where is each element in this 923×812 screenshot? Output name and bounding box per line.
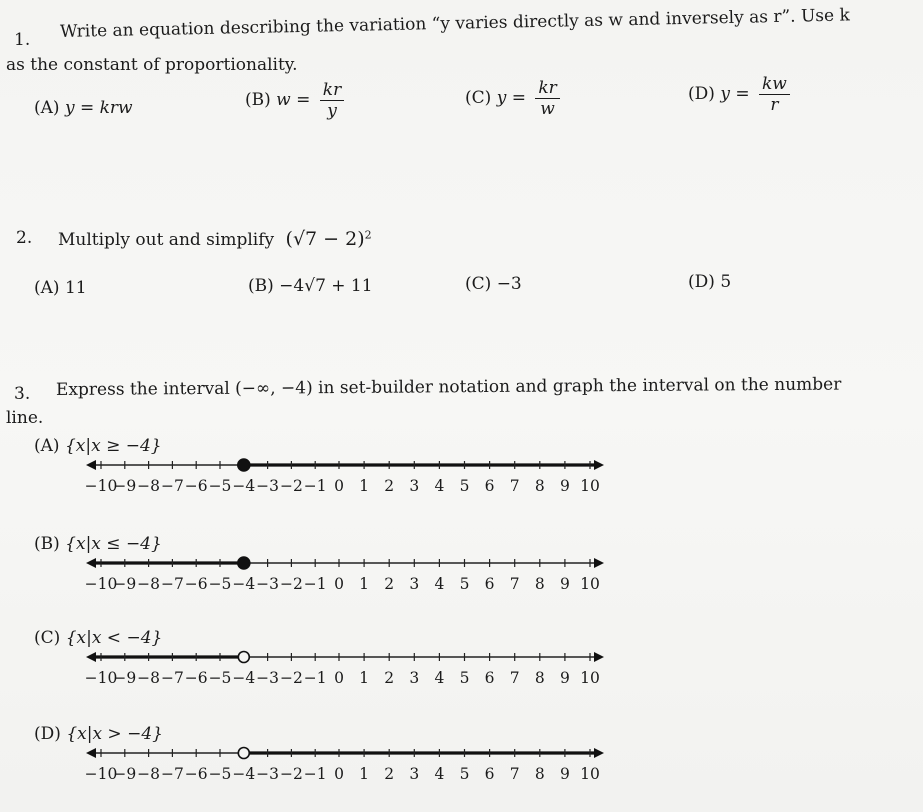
q3-option-c-tick-label: −2 — [279, 669, 303, 687]
q3-option-b-closed-dot-icon — [238, 557, 250, 569]
q1-option-d-denominator: r — [770, 95, 779, 115]
q2-option-d-label: (D) — [688, 272, 715, 292]
q2-stem: Multiply out and simplify — [58, 230, 275, 250]
q2-option-a[interactable] — [34, 278, 87, 298]
q2-stem-line — [58, 228, 372, 250]
q3-option-b-tick-label: 3 — [409, 575, 420, 593]
q1-option-c-lhs: y = — [496, 88, 526, 108]
q3-option-c-number-line — [0, 642, 923, 692]
q2-option-d-text: 5 — [720, 272, 732, 292]
q3-option-d-tick-label: −5 — [208, 765, 232, 783]
q1-option-a-expr: y = krw — [64, 98, 133, 118]
q3-option-b-tick-label: −7 — [160, 575, 184, 593]
q3-option-a-tick-label: −4 — [232, 477, 256, 495]
q3-option-d-tick-label: −3 — [256, 765, 280, 783]
q1-stem: Write an equation describing the variation “y varies directly as w and inversely as r”. Use k — [59, 5, 851, 42]
q3-option-a-tick-label: 4 — [434, 477, 445, 495]
q3-option-d-tick-label: 0 — [334, 765, 344, 783]
q3-option-a-tick-label: 0 — [334, 477, 344, 495]
q3-option-c-tick-label: −9 — [113, 669, 137, 687]
q2-option-b-label: (B) — [248, 276, 274, 296]
q3-option-c-tick-label: 0 — [334, 669, 344, 687]
q3-option-c-set: {x|x < −4} — [65, 628, 163, 648]
q3-option-a-left-arrow-icon — [86, 460, 96, 470]
q3-option-b-tick-label: 9 — [559, 575, 570, 593]
q3-option-b-tick-label: −4 — [232, 575, 256, 593]
q3-option-d-tick-label: −7 — [160, 765, 184, 783]
q1-option-d-label: (D) — [688, 84, 715, 104]
q3-option-a-tick-label: −10 — [84, 477, 118, 495]
q2-expression: (√7 − 2) — [285, 228, 365, 250]
q3-option-d-tick-label: −9 — [113, 765, 137, 783]
q1-option-b-label: (B) — [245, 90, 271, 110]
q3-stem: Express the interval (−∞, −4) in set-builder notation and graph the interval on the number — [55, 374, 842, 400]
q1-option-b[interactable] — [245, 80, 344, 121]
q3-option-d-tick-label: 4 — [434, 765, 445, 783]
q3-option-a-tick-label: 9 — [559, 477, 570, 495]
q3-option-d-tick-label: −4 — [232, 765, 256, 783]
q3-option-b-tick-label: −6 — [184, 575, 208, 593]
q3-option-d-tick-label: −10 — [84, 765, 118, 783]
q2-option-b-text: −4√7 + 11 — [279, 276, 373, 296]
q3-option-d-tick-label: −2 — [279, 765, 303, 783]
q3-stem-continued: line. — [6, 408, 44, 428]
q3-option-d-tick-label: −6 — [184, 765, 208, 783]
q3-option-b-tick-label: 1 — [359, 575, 370, 593]
q3-option-a-set: {x|x ≥ −4} — [64, 436, 162, 456]
q3-option-d-tick-label: 8 — [534, 765, 545, 783]
q1-number: 1. — [14, 30, 31, 50]
q3-option-b-tick-label: −3 — [256, 575, 280, 593]
q3-option-b-tick-label: −9 — [113, 575, 137, 593]
q3-option-d-tick-label: 9 — [559, 765, 570, 783]
q2-option-c-text: −3 — [496, 274, 522, 294]
q3-option-a-tick-label: 2 — [384, 477, 395, 495]
q3-option-c-tick-label: 4 — [434, 669, 445, 687]
q3-option-c-left-arrow-icon — [86, 652, 96, 662]
q3-option-d-tick-label: 2 — [384, 765, 395, 783]
q2-option-d[interactable] — [688, 272, 731, 292]
q3-option-a-tick-label: −6 — [184, 477, 208, 495]
q3-option-c-tick-label: −1 — [303, 669, 327, 687]
q3-option-d-tick-label: −8 — [137, 765, 161, 783]
q3-option-d-tick-label: 3 — [409, 765, 420, 783]
q1-option-a-label: (A) — [34, 98, 60, 118]
q3-option-b-tick-label: −8 — [137, 575, 161, 593]
q3-option-b-tick-label: 8 — [534, 575, 545, 593]
q2-option-a-text: 11 — [64, 278, 87, 298]
q2-option-c[interactable] — [465, 274, 522, 294]
q3-option-b-left-arrow-icon — [86, 558, 96, 568]
q3-option-b-tick-label: 5 — [459, 575, 470, 593]
q3-option-d-right-arrow-icon — [594, 748, 604, 758]
q3-option-a-tick-label: 10 — [580, 477, 600, 495]
q1-option-d-lhs: y = — [720, 84, 750, 104]
q3-option-a-tick-label: −2 — [279, 477, 303, 495]
q3-option-a-closed-dot-icon — [238, 459, 250, 471]
q3-option-b-label: (B) — [34, 534, 60, 554]
q3-option-c-tick-label: −3 — [256, 669, 280, 687]
q1-option-c[interactable] — [465, 78, 560, 119]
q1-option-c-label: (C) — [465, 88, 492, 108]
q3-option-b-tick-label: 7 — [509, 575, 520, 593]
q3-option-a-tick-label: 8 — [534, 477, 545, 495]
q1-option-d-fraction — [759, 74, 790, 115]
q3-option-d-tick-label: 5 — [459, 765, 470, 783]
q3-option-b-number-line — [0, 548, 923, 598]
q3-option-a-tick-label: −3 — [256, 477, 280, 495]
q3-option-b-right-arrow-icon — [594, 558, 604, 568]
q2-option-c-label: (C) — [465, 274, 492, 294]
q1-option-b-fraction — [320, 80, 344, 121]
q3-option-a-tick-label: 6 — [484, 477, 495, 495]
q1-option-c-numerator: kr — [535, 78, 559, 99]
q1-option-b-numerator: kr — [320, 80, 344, 101]
q3-option-b-tick-label: −1 — [303, 575, 327, 593]
q3-option-d-number-line — [0, 738, 923, 788]
q2-option-a-label: (A) — [34, 278, 60, 298]
q3-option-a-tick-label: 7 — [509, 477, 520, 495]
q1-stem-continued: as the constant of proportionality. — [6, 55, 298, 75]
q3-option-c-tick-label: 7 — [509, 669, 520, 687]
q3-option-a-tick-label: 3 — [409, 477, 420, 495]
q3-option-d-set: {x|x > −4} — [66, 724, 163, 744]
q2-exponent: 2 — [364, 228, 372, 242]
q3-option-c-tick-label: 8 — [534, 669, 545, 687]
q3-number: 3. — [14, 384, 31, 404]
q1-option-d[interactable] — [688, 74, 790, 115]
q3-option-c-tick-label: 9 — [559, 669, 570, 687]
q1-option-a[interactable] — [34, 98, 133, 118]
q1-option-b-lhs: w = — [276, 90, 311, 110]
q3-option-a-tick-label: −5 — [208, 477, 232, 495]
q3-option-c-tick-label: 6 — [484, 669, 495, 687]
q3-option-b-tick-label: 0 — [334, 575, 344, 593]
q3-option-b-tick-label: 2 — [384, 575, 395, 593]
q3-option-d-label: (D) — [34, 724, 61, 744]
q3-option-a-tick-label: −1 — [303, 477, 327, 495]
q1-option-c-denominator: w — [540, 99, 555, 119]
q3-option-c-open-dot-icon — [238, 652, 249, 663]
q3-option-a-tick-label: 5 — [459, 477, 470, 495]
q3-option-c-tick-label: −10 — [84, 669, 118, 687]
q1-option-d-numerator: kw — [759, 74, 790, 95]
q3-option-a-number-line — [0, 450, 923, 500]
q3-option-b-tick-label: 10 — [580, 575, 600, 593]
q3-option-a-label: (A) — [34, 436, 60, 456]
q3-option-c-tick-label: −5 — [208, 669, 232, 687]
q3-option-b-tick-label: −5 — [208, 575, 232, 593]
q3-option-b-set: {x|x ≤ −4} — [65, 534, 162, 554]
q3-option-c-tick-label: 3 — [409, 669, 420, 687]
q3-option-b-tick-label: −10 — [84, 575, 118, 593]
q3-option-d-tick-label: 10 — [580, 765, 600, 783]
q3-option-c-tick-label: −6 — [184, 669, 208, 687]
q3-option-d-tick-label: −1 — [303, 765, 327, 783]
q3-option-a-tick-label: 1 — [359, 477, 370, 495]
q3-option-c-right-arrow-icon — [594, 652, 604, 662]
q2-number: 2. — [16, 228, 33, 248]
q3-option-b-tick-label: 4 — [434, 575, 445, 593]
q3-option-c-tick-label: 5 — [459, 669, 470, 687]
q3-option-d-left-arrow-icon — [86, 748, 96, 758]
q3-option-d-tick-label: 1 — [359, 765, 370, 783]
q3-option-b-tick-label: −2 — [279, 575, 303, 593]
q1-option-c-fraction — [535, 78, 559, 119]
q3-option-a-right-arrow-icon — [594, 460, 604, 470]
q3-option-c-tick-label: 1 — [359, 669, 370, 687]
q3-option-c-tick-label: −4 — [232, 669, 256, 687]
q3-option-c-tick-label: 10 — [580, 669, 600, 687]
q3-option-b-tick-label: 6 — [484, 575, 495, 593]
q3-option-a-tick-label: −9 — [113, 477, 137, 495]
q3-option-c-label: (C) — [34, 628, 61, 648]
q3-option-d-tick-label: 6 — [484, 765, 495, 783]
q1-option-b-denominator: y — [327, 101, 337, 121]
q2-option-b[interactable] — [248, 276, 373, 296]
q3-option-d-open-dot-icon — [238, 748, 249, 759]
q3-option-c-tick-label: 2 — [384, 669, 395, 687]
q3-option-c-tick-label: −8 — [137, 669, 161, 687]
q3-option-a-tick-label: −8 — [137, 477, 161, 495]
q3-option-d-tick-label: 7 — [509, 765, 520, 783]
q3-option-a-tick-label: −7 — [160, 477, 184, 495]
q3-option-c-tick-label: −7 — [160, 669, 184, 687]
